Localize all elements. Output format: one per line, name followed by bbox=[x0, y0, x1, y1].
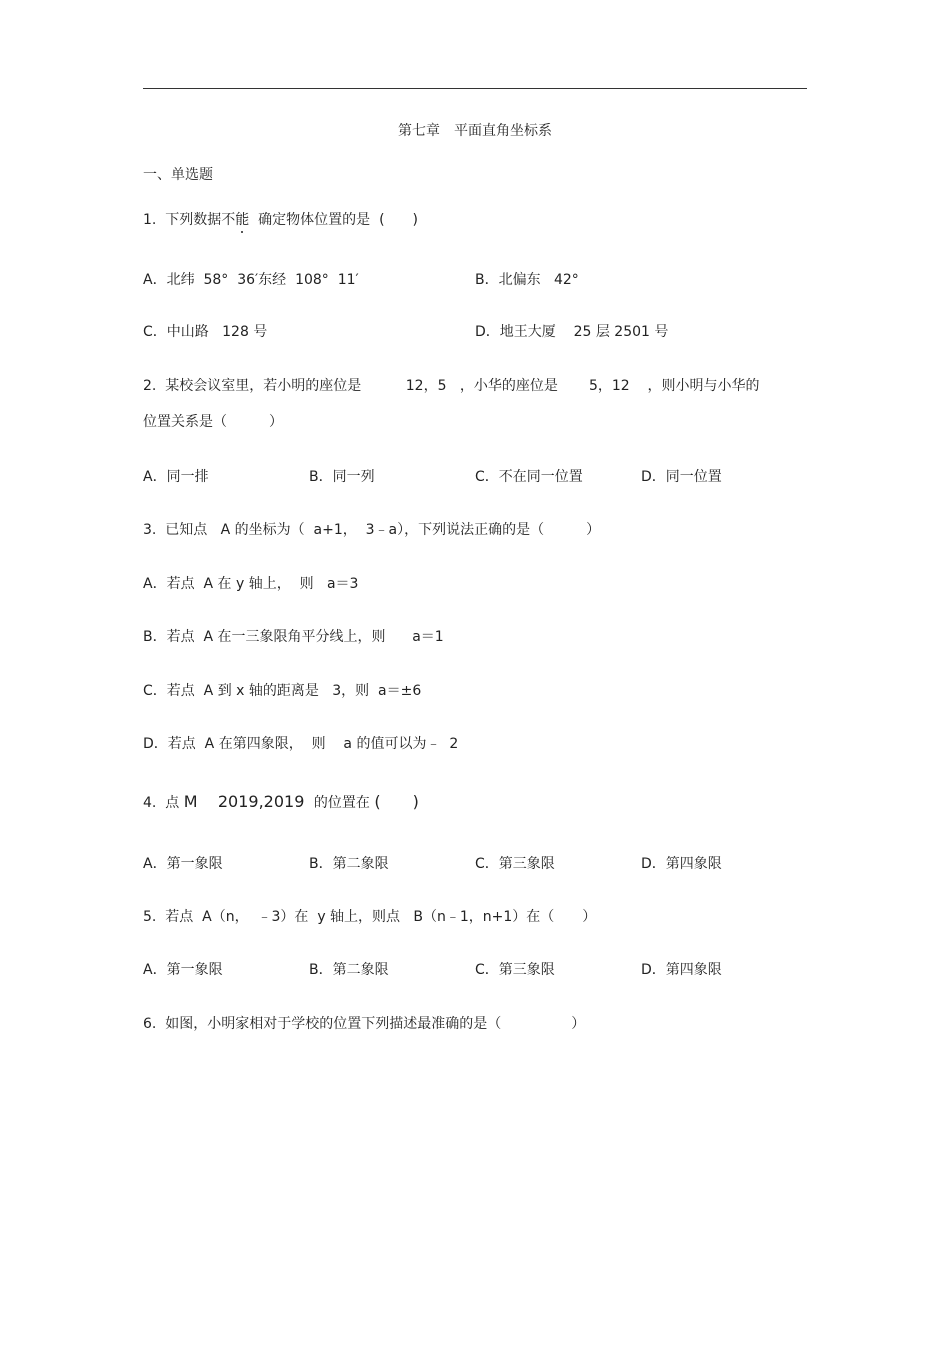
question-4-option-b: B．第二象限 bbox=[309, 856, 389, 872]
question-3-option-d: D．若点 A 在第四象限， 则 a 的值可以为﹣ 2 bbox=[143, 736, 459, 752]
question-5-option-c: C．第三象限 bbox=[475, 962, 555, 978]
question-3-stem: 3. 已知点 A 的坐标为（ a+1， 3﹣a），下列说法正确的是（ ） bbox=[143, 522, 601, 538]
question-4-point-label: M bbox=[183, 792, 198, 811]
question-1-option-d: D．地王大厦 25 层 2501 号 bbox=[475, 324, 669, 340]
question-1-option-c: C．中山路 128 号 bbox=[143, 324, 268, 340]
section-heading: 一、单选题 bbox=[143, 167, 213, 183]
question-4-option-c: C．第三象限 bbox=[475, 856, 555, 872]
question-4-paren: ( ) bbox=[374, 792, 419, 811]
question-5-option-d: D．第四象限 bbox=[641, 962, 722, 978]
question-1-stem-pre: 1. 下列数据不 bbox=[143, 212, 236, 228]
question-1-option-a: A．北纬 58° 36′东经 108° 11′ bbox=[143, 272, 359, 288]
question-5-stem: 5. 若点 A（n， ﹣3）在 y 轴上，则点 B（n﹣1，n+1）在（ ） bbox=[143, 909, 597, 925]
question-4-coordinates: 2019,2019 bbox=[197, 792, 310, 811]
question-2-stem-line1: 2. 某校会议室里，若小明的座位是 12，5 ，小华的座位是 5，12 ，则小明与小华的 bbox=[143, 378, 760, 394]
question-4-stem-post: 的位置在 bbox=[309, 795, 375, 811]
question-3-option-b: B．若点 A 在一三象限角平分线上，则 a＝1 bbox=[143, 629, 444, 645]
question-1-stem-post: 确定物体位置的是 ( ) bbox=[249, 212, 418, 228]
question-2-stem-line2: 位置关系是（ ） bbox=[143, 414, 283, 430]
page-title: 第七章 平面直角坐标系 bbox=[398, 123, 552, 139]
question-3-option-c: C．若点 A 到 x 轴的距离是 3，则 a＝±6 bbox=[143, 683, 422, 699]
question-4-option-a: A．第一象限 bbox=[143, 856, 223, 872]
question-2-option-d: D．同一位置 bbox=[641, 469, 722, 485]
question-1-emphasis: 能 bbox=[235, 212, 250, 228]
question-2-option-c: C．不在同一位置 bbox=[475, 469, 583, 485]
question-4-option-d: D．第四象限 bbox=[641, 856, 722, 872]
question-5-option-b: B．第二象限 bbox=[309, 962, 389, 978]
question-1-option-b: B．北偏东 42° bbox=[475, 272, 579, 288]
question-6-stem: 6. 如图，小明家相对于学校的位置下列描述最准确的是（ ） bbox=[143, 1016, 586, 1032]
question-4-stem-pre: 4. 点 bbox=[143, 795, 184, 811]
question-2-option-a: A．同一排 bbox=[143, 469, 209, 485]
question-2-option-b: B．同一列 bbox=[309, 469, 375, 485]
header-rule bbox=[143, 88, 807, 89]
question-5-option-a: A．第一象限 bbox=[143, 962, 223, 978]
question-1-stem bbox=[143, 211, 418, 229]
question-3-option-a: A．若点 A 在 y 轴上， 则 a＝3 bbox=[143, 576, 359, 592]
question-4-stem bbox=[143, 793, 419, 812]
